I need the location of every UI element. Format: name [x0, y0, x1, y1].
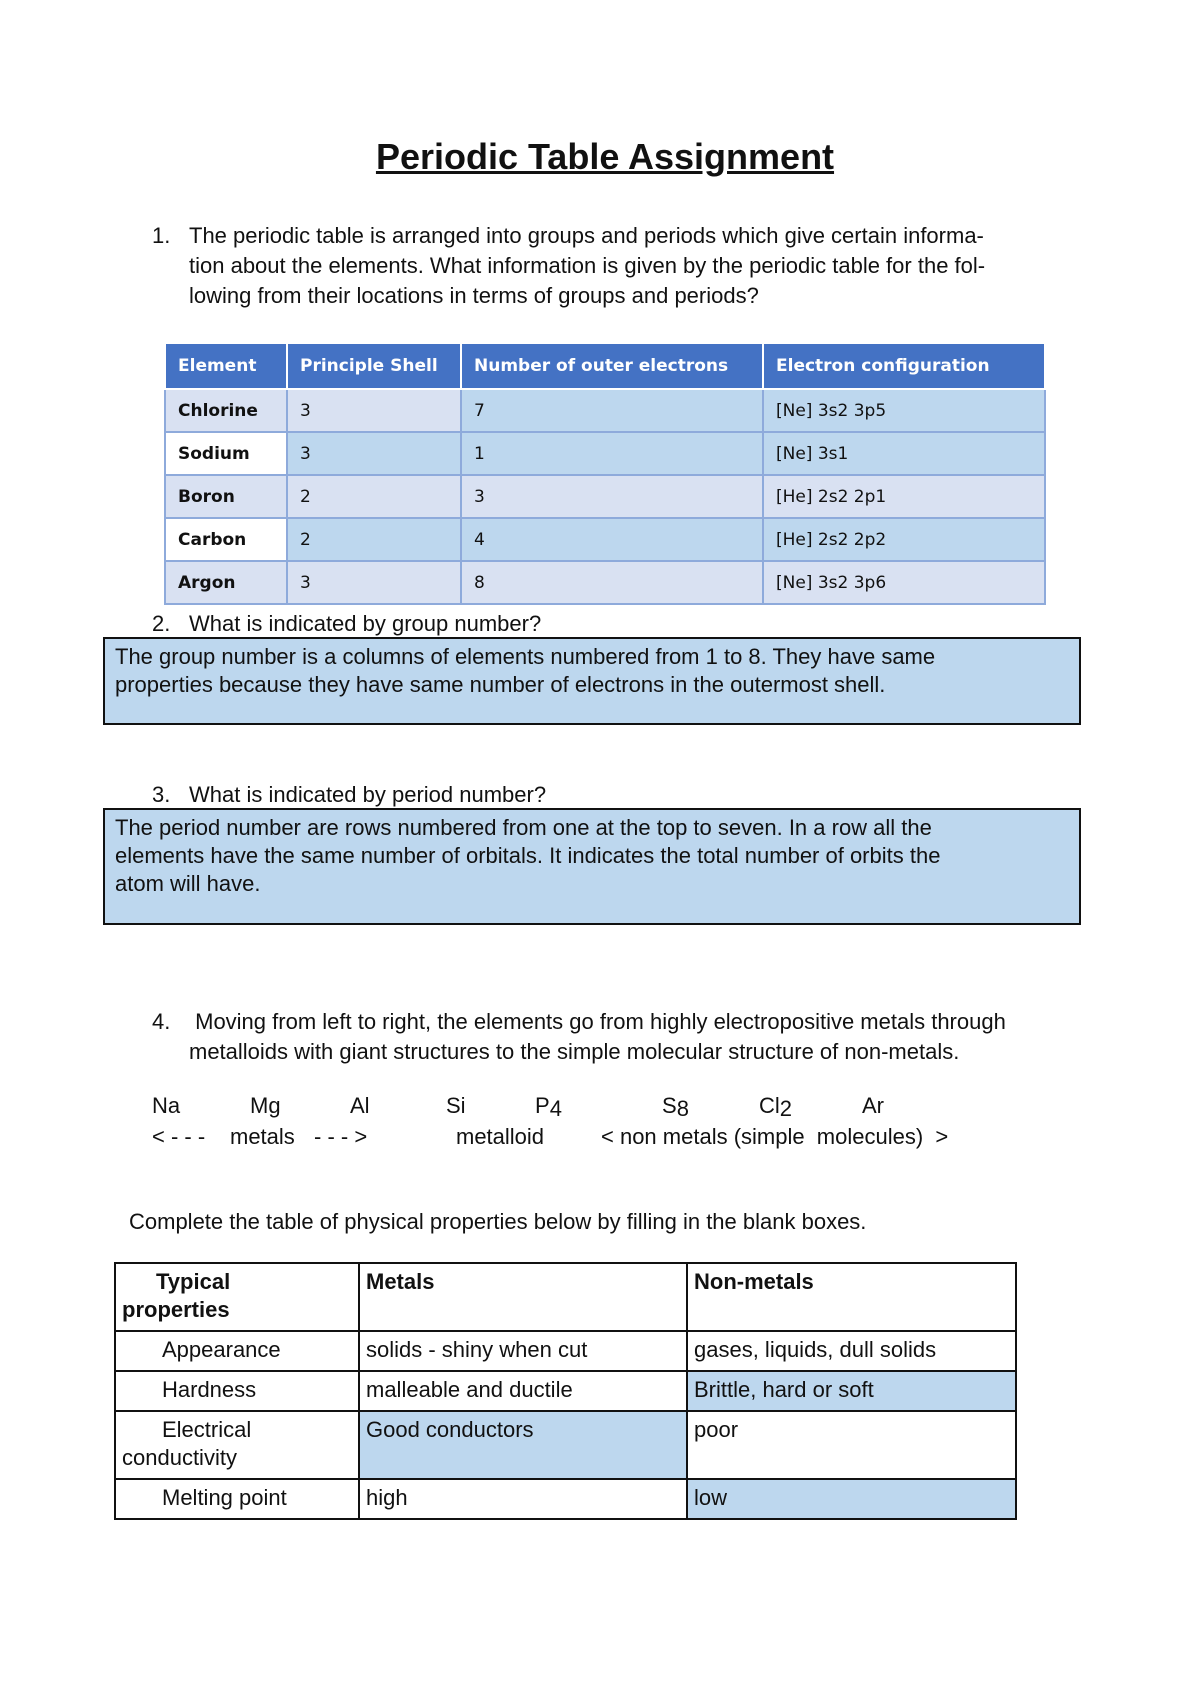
- element-na: Na: [152, 1093, 181, 1118]
- question-text-line: lowing from their locations in terms of groups and periods?: [189, 283, 759, 308]
- elements-row: [0, 1092, 1200, 1122]
- header-electron-configuration: Electron configuration: [763, 343, 1045, 389]
- element-name: Boron: [165, 475, 287, 518]
- table-row: [165, 432, 1045, 475]
- answer-line: elements have the same number of orbitals. It indicates the total number of orbits the: [115, 843, 941, 868]
- principle-shell: 2: [287, 475, 461, 518]
- table-row: [165, 389, 1045, 432]
- answer-line: The group number is a columns of elements numbered from 1 to 8. They have same: [115, 644, 936, 669]
- table-row: [165, 561, 1045, 604]
- answer-line: The period number are rows numbered from one at the top to seven. In a row all the: [115, 815, 932, 840]
- question-number: 3.: [152, 782, 171, 807]
- element-name: Carbon: [165, 518, 287, 561]
- element-symbol: P: [535, 1093, 550, 1118]
- header-non-metals: Non-metals: [687, 1263, 1016, 1331]
- non-metals-label: < non metals (simple molecules) >: [601, 1124, 949, 1149]
- electron-configuration: [He] 2s2 2p1: [763, 475, 1045, 518]
- non-metals-value[interactable]: poor: [687, 1411, 1016, 1479]
- answer-line: atom will have.: [115, 871, 261, 896]
- element-symbol: S: [662, 1093, 677, 1118]
- table-header-row: [165, 343, 1045, 389]
- element-name: Argon: [165, 561, 287, 604]
- question-number: 4.: [152, 1009, 171, 1034]
- table-header-row: [115, 1263, 1016, 1331]
- table-row: [165, 475, 1045, 518]
- metals-value[interactable]: Good conductors: [359, 1411, 687, 1479]
- electron-configuration: [Ne] 3s2 3p6: [763, 561, 1045, 604]
- table-row: [165, 518, 1045, 561]
- element-name: Sodium: [165, 432, 287, 475]
- principle-shell: 3: [287, 561, 461, 604]
- question-text-line: Moving from left to right, the elements go from highly electropositive metals through: [189, 1009, 1006, 1034]
- outer-electrons: 3: [461, 475, 763, 518]
- page-title: Periodic Table Assignment: [375, 136, 835, 177]
- classification-row: [0, 1123, 1200, 1153]
- question-2: [152, 611, 1052, 637]
- principle-shell: 3: [287, 389, 461, 432]
- question-1: [152, 221, 1102, 311]
- table-row: [115, 1371, 1016, 1411]
- properties-table: [114, 1262, 1017, 1520]
- table-row: [115, 1331, 1016, 1371]
- subscript: 4: [549, 1096, 562, 1121]
- header-label: Typical properties: [122, 1269, 231, 1322]
- electron-configuration: [Ne] 3s1: [763, 432, 1045, 475]
- left-arrow: < - - -: [152, 1124, 206, 1149]
- element-symbol: Cl: [759, 1093, 780, 1118]
- non-metals-value[interactable]: gases, liquids, dull solids: [687, 1331, 1016, 1371]
- property-name: Electrical conductivity: [115, 1411, 359, 1479]
- question-4: [152, 1007, 1112, 1067]
- subscript: 8: [676, 1096, 689, 1121]
- element-name: Chlorine: [165, 389, 287, 432]
- answer-box-group-number[interactable]: [103, 637, 1081, 725]
- header-metals: Metals: [359, 1263, 687, 1331]
- answer-box-period-number[interactable]: [103, 808, 1081, 925]
- question-text-line: The periodic table is arranged into groups and periods which give certain informa-: [189, 223, 984, 248]
- question-text: What is indicated by group number?: [189, 611, 542, 636]
- metals-value[interactable]: malleable and ductile: [359, 1371, 687, 1411]
- electron-configuration: [He] 2s2 2p2: [763, 518, 1045, 561]
- element-mg: Mg: [250, 1093, 281, 1118]
- header-outer-electrons: Number of outer electrons: [461, 343, 763, 389]
- question-text-line: tion about the elements. What information is given by the periodic table for the fol-: [189, 253, 986, 278]
- electron-configuration: [Ne] 3s2 3p5: [763, 389, 1045, 432]
- header-principle-shell: Principle Shell: [287, 343, 461, 389]
- outer-electrons: 1: [461, 432, 763, 475]
- element-al: Al: [350, 1093, 370, 1118]
- property-name: Appearance: [115, 1331, 359, 1371]
- property-name: Melting point: [115, 1479, 359, 1519]
- outer-electrons: 8: [461, 561, 763, 604]
- question-number: 2.: [152, 611, 171, 636]
- metals-value[interactable]: high: [359, 1479, 687, 1519]
- header-element: Element: [165, 343, 287, 389]
- element-si: Si: [446, 1093, 466, 1118]
- property-name: Hardness: [115, 1371, 359, 1411]
- element-ar: Ar: [862, 1093, 884, 1118]
- table-row: [115, 1479, 1016, 1519]
- principle-shell: 2: [287, 518, 461, 561]
- question-text-line: metalloids with giant structures to the simple molecular structure of non-metals.: [189, 1039, 960, 1064]
- metalloid-label: metalloid: [456, 1124, 545, 1149]
- outer-electrons: 7: [461, 389, 763, 432]
- subscript: 2: [779, 1096, 793, 1121]
- question-number: 1.: [152, 223, 171, 248]
- metals-label: metals: [230, 1124, 295, 1149]
- element-table: [164, 342, 1046, 605]
- table-row: [115, 1411, 1016, 1479]
- non-metals-value[interactable]: Brittle, hard or soft: [687, 1371, 1016, 1411]
- right-arrow: - - - >: [314, 1124, 368, 1149]
- instruction-text: Complete the table of physical properties below by filling in the blank boxes.: [129, 1209, 867, 1234]
- element-p4: [535, 1092, 562, 1123]
- question-text: What is indicated by period number?: [189, 782, 547, 807]
- non-metals-value[interactable]: low: [687, 1479, 1016, 1519]
- metals-value[interactable]: solids - shiny when cut: [359, 1331, 687, 1371]
- header-typical-properties: [115, 1263, 359, 1331]
- question-3: [152, 782, 1052, 808]
- element-cl2: [759, 1092, 792, 1123]
- outer-electrons: 4: [461, 518, 763, 561]
- principle-shell: 3: [287, 432, 461, 475]
- element-s8: [662, 1092, 689, 1123]
- answer-line: properties because they have same number of electrons in the outermost shell.: [115, 672, 886, 697]
